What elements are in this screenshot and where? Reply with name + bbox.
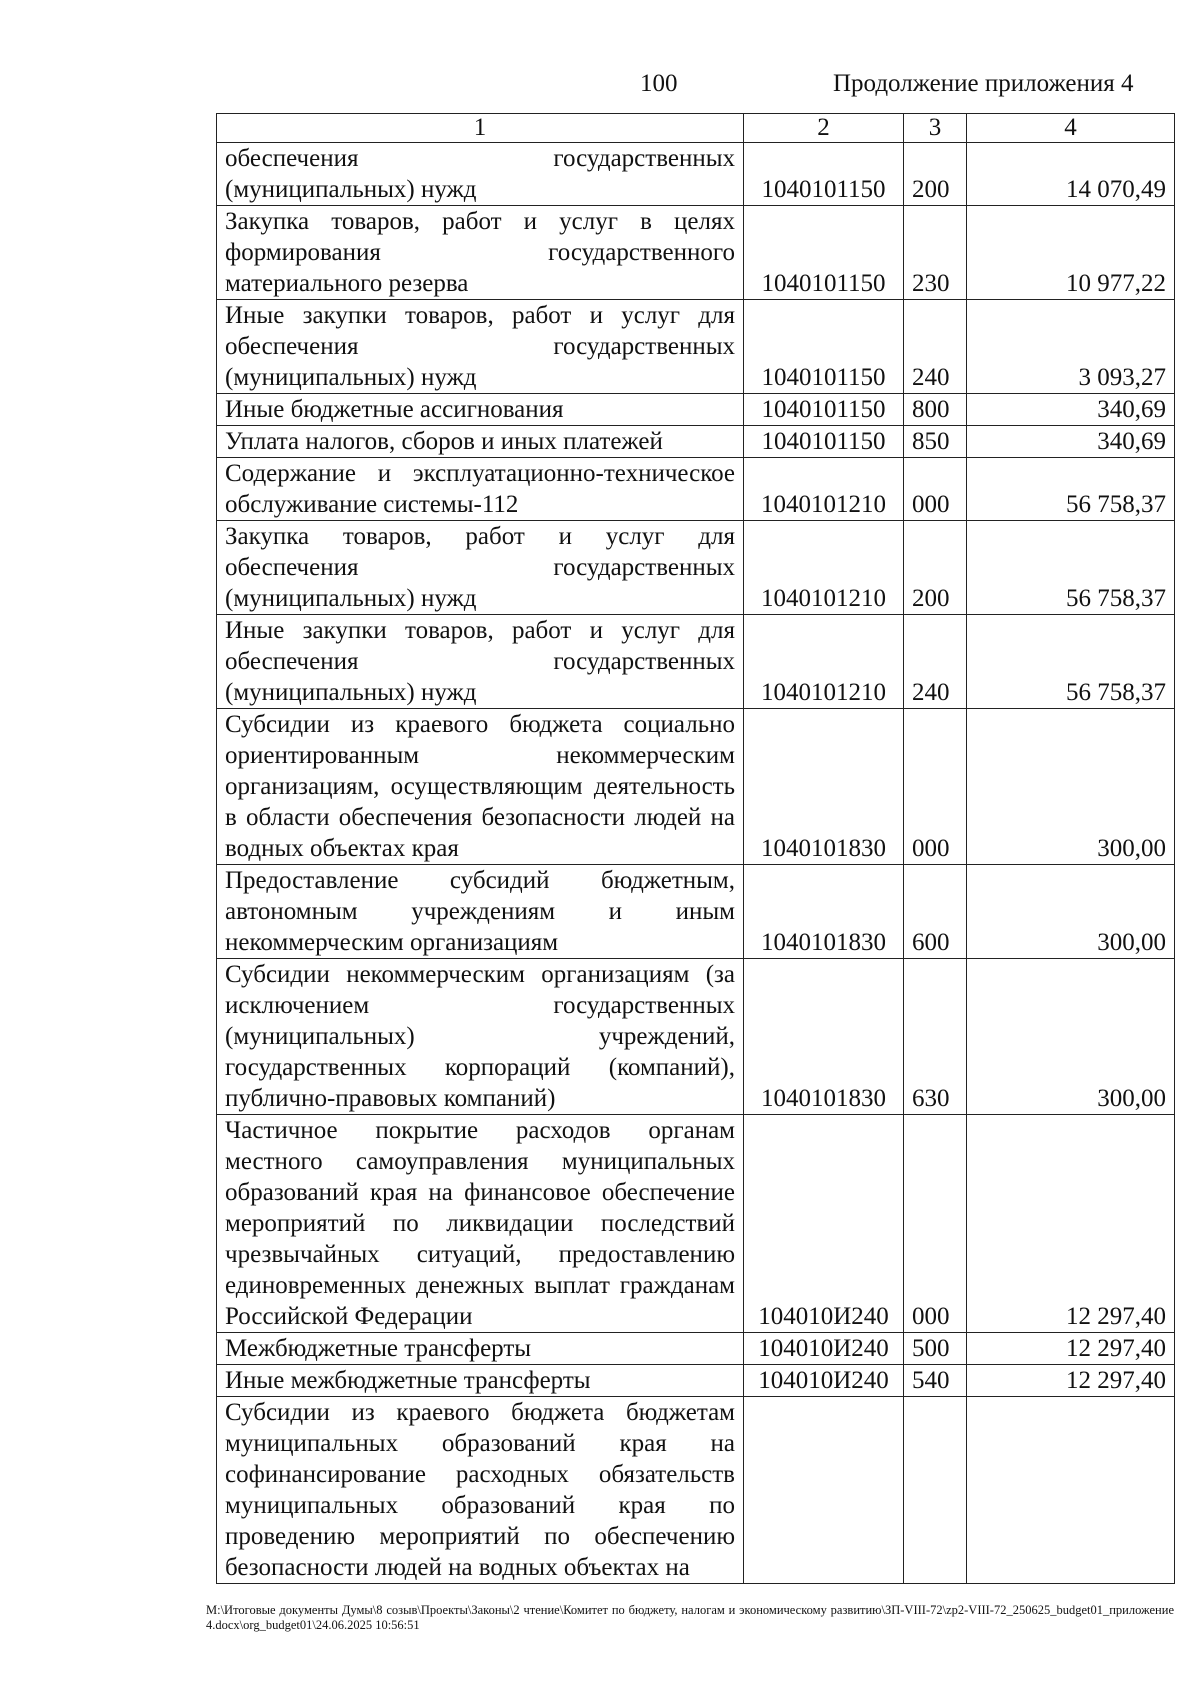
row-amount-cell: 12 297,40 bbox=[967, 1115, 1175, 1333]
budget-table bbox=[216, 113, 1175, 1584]
row-code-cell: 1040101150 bbox=[744, 143, 904, 206]
row-code-cell: 104010И240 bbox=[744, 1333, 904, 1365]
table-row bbox=[217, 1365, 1175, 1397]
table-row bbox=[217, 959, 1175, 1115]
row-name-cell: Субсидии из краевого бюджета социально ориентированным некоммерческим организациям, осуществляющим деятельность в области обеспечения безопасности людей на водных объектах края bbox=[217, 709, 744, 865]
row-name-cell: Закупка товаров, работ и услуг для обеспечения государственных (муниципальных) нужд bbox=[217, 521, 744, 615]
table-row bbox=[217, 865, 1175, 959]
row-amount-cell: 12 297,40 bbox=[967, 1333, 1175, 1365]
row-name-cell: Иные закупки товаров, работ и услуг для обеспечения государственных (муниципальных) нужд bbox=[217, 300, 744, 394]
row-amount-cell: 300,00 bbox=[967, 709, 1175, 865]
row-expense-type-cell: 850 bbox=[904, 426, 967, 458]
table-row bbox=[217, 1397, 1175, 1584]
table-row bbox=[217, 1115, 1175, 1333]
row-amount-cell: 3 093,27 bbox=[967, 300, 1175, 394]
row-expense-type-cell: 240 bbox=[904, 615, 967, 709]
row-name-cell: обеспечения государственных (муниципальных) нужд bbox=[217, 143, 744, 206]
row-name-cell: Субсидии некоммерческим организациям (за исключением государственных (муниципальных) учреждений, государственных корпораций (компаний), публично-правовых компаний) bbox=[217, 959, 744, 1115]
row-amount-cell: 10 977,22 bbox=[967, 206, 1175, 300]
row-name-cell: Иные закупки товаров, работ и услуг для обеспечения государственных (муниципальных) нужд bbox=[217, 615, 744, 709]
row-code-cell: 1040101830 bbox=[744, 709, 904, 865]
row-code-cell: 1040101210 bbox=[744, 458, 904, 521]
row-amount-cell: 300,00 bbox=[967, 959, 1175, 1115]
row-code-cell: 1040101150 bbox=[744, 426, 904, 458]
row-amount-cell: 300,00 bbox=[967, 865, 1175, 959]
row-expense-type-cell: 000 bbox=[904, 1115, 967, 1333]
row-name-cell: Предоставление субсидий бюджетным, автономным учреждениям и иным некоммерческим организациям bbox=[217, 865, 744, 959]
row-name-cell: Уплата налогов, сборов и иных платежей bbox=[217, 426, 744, 458]
row-expense-type-cell: 000 bbox=[904, 458, 967, 521]
row-name-cell: Межбюджетные трансферты bbox=[217, 1333, 744, 1365]
row-code-cell: 1040101150 bbox=[744, 394, 904, 426]
table-row bbox=[217, 458, 1175, 521]
row-expense-type-cell: 630 bbox=[904, 959, 967, 1115]
row-expense-type-cell: 540 bbox=[904, 1365, 967, 1397]
row-code-cell: 1040101210 bbox=[744, 615, 904, 709]
row-code-cell: 104010И240 bbox=[744, 1365, 904, 1397]
row-code-cell: 1040101830 bbox=[744, 865, 904, 959]
table-row bbox=[217, 615, 1175, 709]
row-code-cell bbox=[744, 1397, 904, 1584]
row-code-cell: 1040101150 bbox=[744, 206, 904, 300]
column-header-1: 1 bbox=[217, 114, 744, 143]
table-row bbox=[217, 394, 1175, 426]
row-amount-cell bbox=[967, 1397, 1175, 1584]
row-name-cell: Иные бюджетные ассигнования bbox=[217, 394, 744, 426]
row-amount-cell: 56 758,37 bbox=[967, 615, 1175, 709]
table-row bbox=[217, 206, 1175, 300]
row-code-cell: 1040101150 bbox=[744, 300, 904, 394]
table-header-row bbox=[217, 114, 1175, 143]
row-expense-type-cell: 200 bbox=[904, 521, 967, 615]
row-expense-type-cell: 600 bbox=[904, 865, 967, 959]
row-code-cell: 1040101830 bbox=[744, 959, 904, 1115]
row-code-cell: 104010И240 bbox=[744, 1115, 904, 1333]
table-row bbox=[217, 521, 1175, 615]
row-name-cell: Закупка товаров, работ и услуг в целях формирования государственного материального резерва bbox=[217, 206, 744, 300]
row-amount-cell: 56 758,37 bbox=[967, 521, 1175, 615]
row-expense-type-cell: 000 bbox=[904, 709, 967, 865]
table-row bbox=[217, 426, 1175, 458]
row-name-cell: Частичное покрытие расходов органам местного самоуправления муниципальных образований края на финансовое обеспечение мероприятий по ликвидации последствий чрезвычайных ситуаций, предоставлению единовременных денежных выплат гражданам Российской Федерации bbox=[217, 1115, 744, 1333]
row-code-cell: 1040101210 bbox=[744, 521, 904, 615]
continuation-heading: Продолжение приложения 4 bbox=[833, 70, 1134, 97]
row-expense-type-cell: 230 bbox=[904, 206, 967, 300]
column-header-4: 4 bbox=[967, 114, 1175, 143]
row-amount-cell: 14 070,49 bbox=[967, 143, 1175, 206]
row-expense-type-cell: 500 bbox=[904, 1333, 967, 1365]
row-expense-type-cell: 800 bbox=[904, 394, 967, 426]
table-row bbox=[217, 709, 1175, 865]
table-row bbox=[217, 300, 1175, 394]
row-expense-type-cell bbox=[904, 1397, 967, 1584]
row-amount-cell: 340,69 bbox=[967, 394, 1175, 426]
row-expense-type-cell: 240 bbox=[904, 300, 967, 394]
document-file-path: M:\Итоговые документы Думы\8 созыв\Проекты\Законы\2 чтение\Комитет по бюджету, налогам и экономическому развитию\ЗП-VIII-72\zp2-VIII-72_250625_budget01_приложение4.docx\org_budget01\24.06.2025 10:56:51 bbox=[206, 1603, 1174, 1632]
row-amount-cell: 340,69 bbox=[967, 426, 1175, 458]
page-number: 100 bbox=[640, 70, 678, 97]
table-row bbox=[217, 1333, 1175, 1365]
row-expense-type-cell: 200 bbox=[904, 143, 967, 206]
row-amount-cell: 56 758,37 bbox=[967, 458, 1175, 521]
row-name-cell: Содержание и эксплуатационно-техническое обслуживание системы-112 bbox=[217, 458, 744, 521]
column-header-3: 3 bbox=[904, 114, 967, 143]
table-row bbox=[217, 143, 1175, 206]
row-name-cell: Иные межбюджетные трансферты bbox=[217, 1365, 744, 1397]
row-amount-cell: 12 297,40 bbox=[967, 1365, 1175, 1397]
row-name-cell: Субсидии из краевого бюджета бюджетам муниципальных образований края на софинансирование расходных обязательств муниципальных образований края по проведению мероприятий по обеспечению безопасности людей на водных объектах на bbox=[217, 1397, 744, 1584]
column-header-2: 2 bbox=[744, 114, 904, 143]
